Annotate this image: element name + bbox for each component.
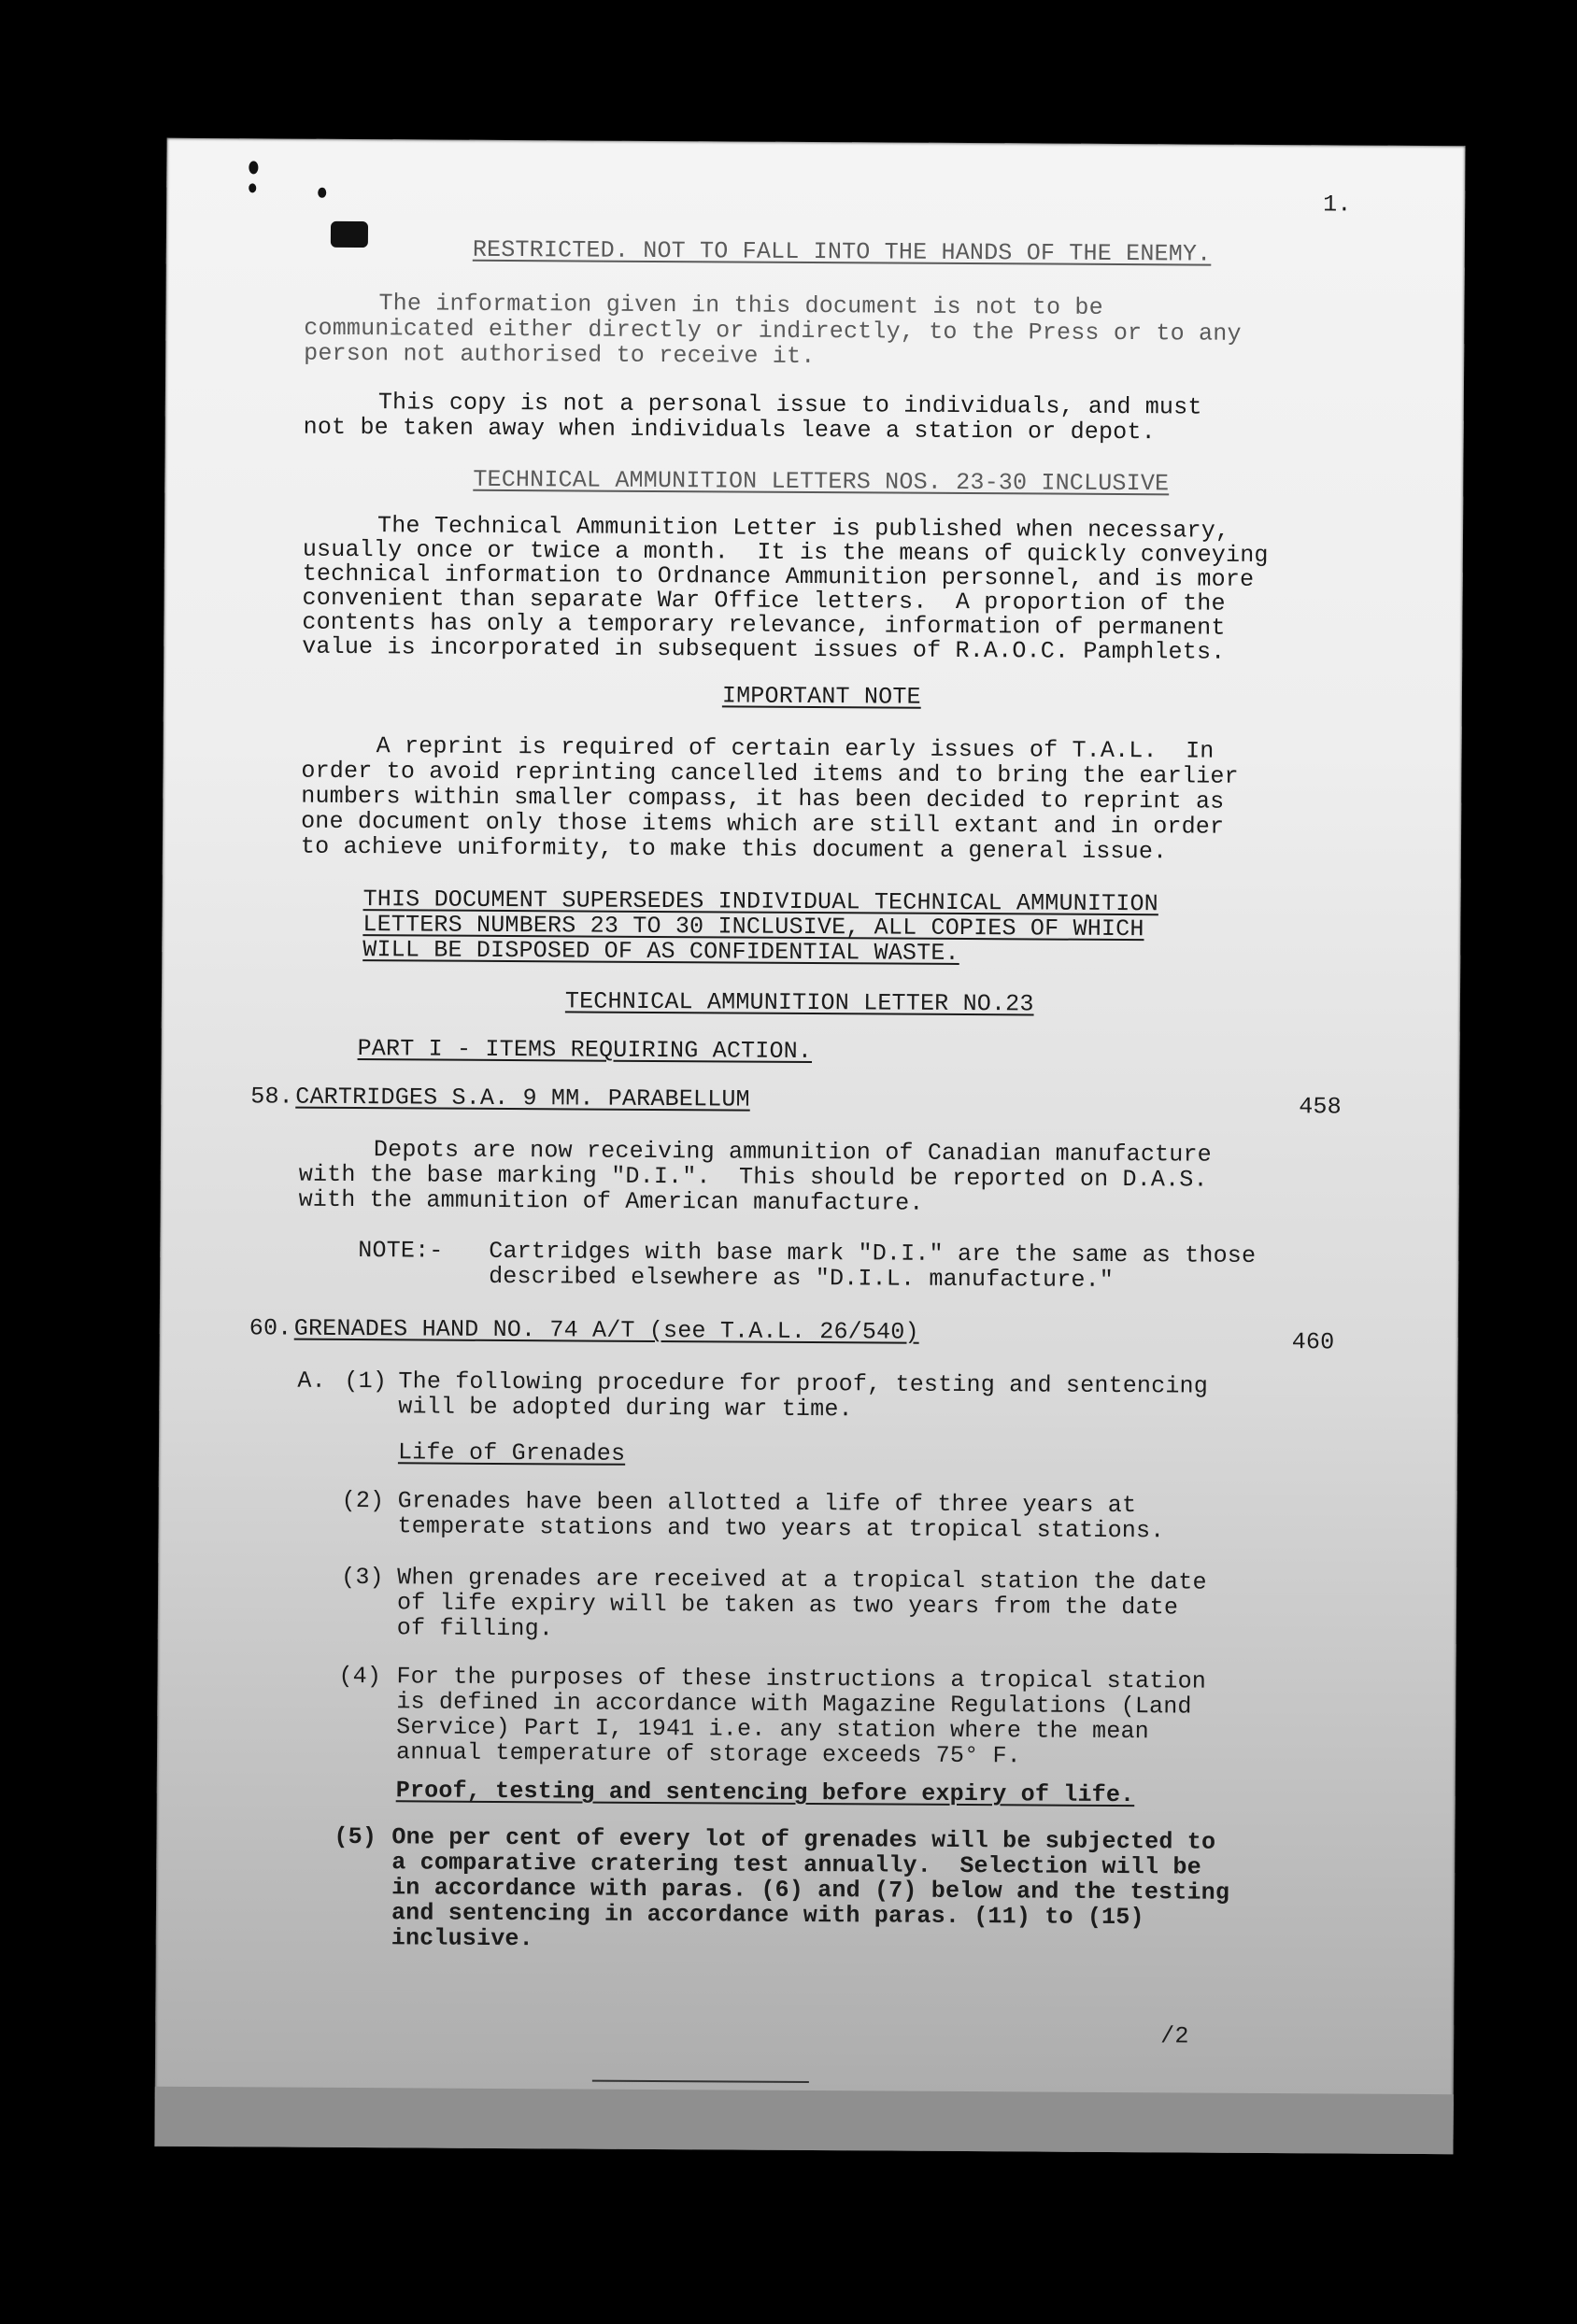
important-note-line: numbers within smaller compass, it has been decided to reprint as — [301, 782, 1225, 815]
item-58-note-label: NOTE:- — [358, 1237, 444, 1265]
supersedes-line: LETTERS NUMBERS 23 TO 30 INCLUSIVE, ALL COPIES OF WHICH — [362, 911, 1144, 943]
document-page — [154, 138, 1465, 2154]
item-58-line: with the ammunition of American manufacture. — [298, 1185, 924, 1217]
item-60-p5-line: inclusive. — [391, 1924, 533, 1953]
item-60-p5-line: in accordance with paras. (6) and (7) below and the testing — [391, 1874, 1230, 1906]
item-60-p1-num: (1) — [344, 1367, 388, 1396]
important-note-line: A reprint is required of certain early issues of T.A.L. In — [376, 732, 1215, 765]
item-60-p3-line: of life expiry will be taken as two years from the date — [396, 1589, 1179, 1622]
item-60-number: 60. — [249, 1314, 292, 1342]
intro-p1-line: The information given in this document is not to be — [378, 290, 1103, 321]
item-58-note-line: described elsewhere as "D.I.L. manufacture." — [489, 1262, 1115, 1294]
tal-para-line: The Technical Ammunition Letter is published when necessary, — [376, 512, 1230, 545]
item-60-p1-line: will be adopted during war time. — [398, 1393, 853, 1424]
item-60-p4-num: (4) — [338, 1662, 382, 1691]
item-60-p2-num: (2) — [341, 1486, 385, 1515]
item-58-ref: 458 — [1299, 1093, 1342, 1121]
item-60-subheading-proof: Proof, testing and sentencing before expiry of life. — [395, 1777, 1135, 1809]
item-60-p3-line: of filling. — [396, 1614, 554, 1643]
item-60-p5-line: One per cent of every lot of grenades will be subjected to — [391, 1823, 1216, 1856]
tal-para-line: technical information to Ordnance Ammunition personnel, and is more — [302, 560, 1255, 593]
important-note-line: order to avoid reprinting cancelled items and to bring the earlier — [301, 757, 1239, 790]
item-58-line: Depots are now receiving ammunition of Canadian manufacture — [373, 1136, 1212, 1169]
item-60-p4-line: Service) Part I, 1941 i.e. any station where the mean — [396, 1713, 1150, 1746]
supersedes-line: WILL BE DISPOSED OF AS CONFIDENTIAL WASTE. — [362, 936, 959, 967]
item-58-number: 58. — [250, 1083, 294, 1111]
item-60-p4-line: is defined in accordance with Magazine Regulations (Land — [396, 1688, 1192, 1721]
tal-para-line: convenient than separate War Office letters. A proportion of the — [302, 584, 1226, 617]
continuation-mark: /2 — [1160, 2022, 1189, 2050]
part-heading: PART I - ITEMS REQUIRING ACTION. — [357, 1035, 813, 1066]
item-60-section: A. — [297, 1367, 326, 1395]
item-58-title: CARTRIDGES S.A. 9 MM. PARABELLUM — [295, 1083, 750, 1113]
item-60-p3-line: When grenades are received at a tropical station the date — [397, 1564, 1207, 1596]
item-60-subheading-life: Life of Grenades — [397, 1438, 626, 1467]
page-number: 1. — [1323, 191, 1352, 219]
item-60-title: GRENADES HAND NO. 74 A/T (see T.A.L. 26/540) — [293, 1314, 919, 1346]
item-60-p3-num: (3) — [341, 1563, 384, 1592]
tal-para-line: usually once or twice a month. It is the means of quickly conveying — [302, 535, 1269, 569]
item-60-p5-line: and sentencing in accordance with paras. (11) to (15) — [391, 1899, 1144, 1932]
item-60-p5-line: a comparative cratering test annually. Selection will be — [391, 1849, 1201, 1881]
tal-para-line: contents has only a temporary relevance, information of permanent — [302, 608, 1226, 642]
tal-para-line: value is incorporated in subsequent issues of R.A.O.C. Pamphlets. — [302, 632, 1226, 666]
item-60-p1-line: The following procedure for proof, testing and sentencing — [398, 1367, 1209, 1400]
item-60-p5-num: (5) — [334, 1822, 377, 1851]
bottom-rule — [592, 2080, 809, 2083]
item-60-p4-line: annual temperature of storage exceeds 75° F. — [395, 1738, 1022, 1770]
item-60-p4-line: For the purposes of these instructions a tropical station — [396, 1663, 1207, 1695]
punch-hole-mark — [249, 183, 256, 192]
intro-p1-line: communicated either directly or indirectly, to the Press or to any — [304, 314, 1242, 347]
letter-heading: TECHNICAL AMMUNITION LETTER NO.23 — [564, 987, 1034, 1018]
item-60-p2-line: temperate stations and two years at tropical stations. — [397, 1512, 1165, 1545]
bottom-strip — [154, 2087, 1453, 2154]
ink-blot — [331, 221, 368, 248]
important-note-heading: IMPORTANT NOTE — [721, 682, 921, 711]
intro-p1-line: person not authorised to receive it. — [304, 339, 816, 371]
item-58-line: with the base marking "D.I.". This should be reported on D.A.S. — [298, 1160, 1208, 1194]
restricted-heading: RESTRICTED. NOT TO FALL INTO THE HANDS OF THE ENEMY. — [472, 235, 1212, 268]
important-note-line: to achieve uniformity, to make this document a general issue. — [300, 832, 1168, 866]
tal-heading: TECHNICAL AMMUNITION LETTERS NOS. 23-30 INCLUSIVE — [473, 465, 1170, 498]
item-60-ref: 460 — [1291, 1328, 1335, 1356]
item-60-p2-line: Grenades have been allotted a life of three years at — [397, 1487, 1137, 1520]
item-58-note-line: Cartridges with base mark "D.I." are the same as those — [489, 1237, 1257, 1269]
intro-p2-line: not be taken away when individuals leave a station or depot. — [303, 413, 1156, 446]
important-note-line: one document only those items which are still extant and in order — [301, 807, 1225, 841]
supersedes-line: THIS DOCUMENT SUPERSEDES INDIVIDUAL TECHNICAL AMMUNITION — [362, 886, 1159, 918]
punch-hole-mark — [249, 161, 258, 174]
punch-hole-mark — [318, 188, 326, 198]
intro-p2-line: This copy is not a personal issue to individuals, and must — [377, 389, 1202, 421]
